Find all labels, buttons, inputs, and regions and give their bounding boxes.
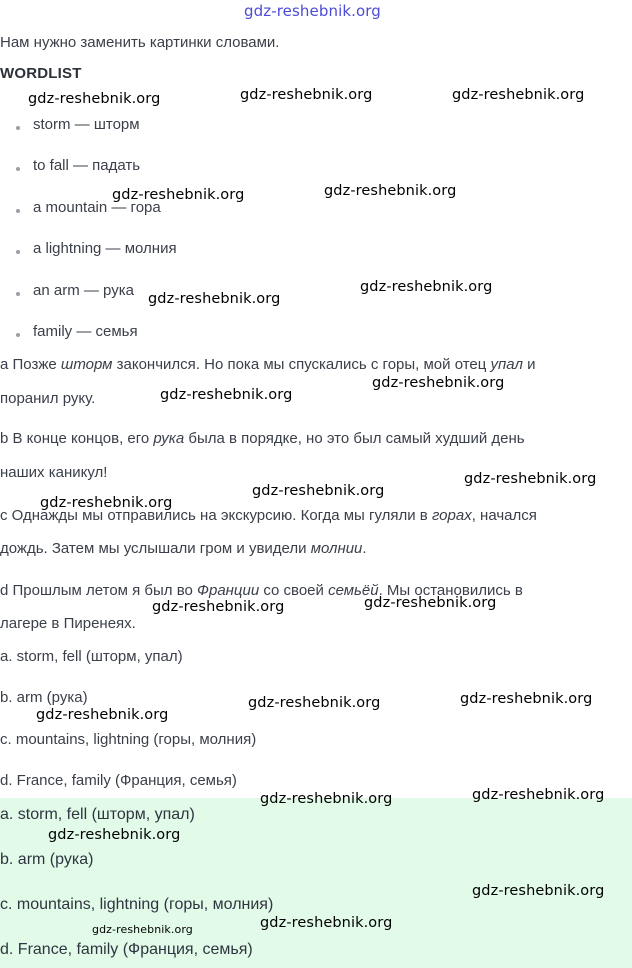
bullet-icon [16, 250, 20, 254]
wordlist-item: an arm — рука [33, 282, 134, 299]
highlighted-answer-a: a. storm, fell (шторм, упал) [0, 806, 195, 823]
watermark: gdz-reshebnik.org [460, 691, 593, 707]
paragraph-d-line2: лагере в Пиренеях. [0, 615, 136, 632]
watermark: gdz-reshebnik.org [148, 291, 281, 307]
wordlist-item: a mountain — гора [33, 199, 161, 216]
bullet-icon [16, 126, 20, 130]
highlighted-answer-c: c. mountains, lightning (горы, молния) [0, 896, 274, 913]
watermark: gdz-reshebnik.org [472, 787, 605, 803]
highlighted-answer-b: b. arm (рука) [0, 851, 94, 868]
watermark: gdz-reshebnik.org [464, 471, 597, 487]
wordlist-item: a lightning — молния [33, 240, 177, 257]
watermark: gdz-reshebnik.org [28, 91, 161, 107]
paragraph-c-line2: дождь. Затем мы услышали гром и увидели молнии. [0, 540, 367, 557]
watermark: gdz-reshebnik.org [372, 375, 505, 391]
bullet-icon [16, 333, 20, 337]
watermark: gdz-reshebnik.org [92, 923, 193, 936]
watermark: gdz-reshebnik.org [364, 595, 497, 611]
watermark: gdz-reshebnik.org [360, 279, 493, 295]
watermark: gdz-reshebnik.org [252, 483, 385, 499]
wordlist-heading: WORDLIST [0, 65, 82, 82]
watermark: gdz-reshebnik.org [260, 791, 393, 807]
watermark: gdz-reshebnik.org [260, 915, 393, 931]
watermark: gdz-reshebnik.org [160, 387, 293, 403]
watermark: gdz-reshebnik.org [240, 87, 373, 103]
bullet-icon [16, 292, 20, 296]
watermark: gdz-reshebnik.org [324, 183, 457, 199]
answer-b: b. arm (рука) [0, 689, 88, 706]
watermark: gdz-reshebnik.org [40, 495, 173, 511]
answer-d: d. France, family (Франция, семья) [0, 772, 237, 789]
bullet-icon [16, 209, 20, 213]
paragraph-a-line2: поранил руку. [0, 390, 96, 407]
wordlist-item: family — семья [33, 323, 138, 340]
paragraph-b-line2: наших каникул! [0, 464, 108, 481]
paragraph-c-line1: c Однажды мы отправились на экскурсию. Когда мы гуляли в горах, начался [0, 507, 537, 524]
intro-text: Нам нужно заменить картинки словами. [0, 34, 280, 51]
paragraph-d-line1: d Прошлым летом я был во Франции со своей семьёй. Мы остановились в [0, 582, 523, 599]
answer-a: a. storm, fell (шторм, упал) [0, 648, 183, 665]
watermark: gdz-reshebnik.org [112, 187, 245, 203]
wordlist-item: to fall — падать [33, 157, 141, 174]
watermark: gdz-reshebnik.org [248, 695, 381, 711]
highlighted-answer-d: d. France, family (Франция, семья) [0, 941, 253, 958]
watermark: gdz-reshebnik.org [36, 707, 169, 723]
watermark: gdz-reshebnik.org [152, 599, 285, 615]
wordlist-item: storm — шторм [33, 116, 140, 133]
answer-c: c. mountains, lightning (горы, молния) [0, 731, 257, 748]
paragraph-b-line1: b В конце концов, его рука была в порядке, но это был самый худший день [0, 430, 525, 447]
watermark: gdz-reshebnik.org [244, 2, 381, 20]
bullet-icon [16, 167, 20, 171]
paragraph-a-line1: a Позже шторм закончился. Но пока мы спускались с горы, мой отец упал и [0, 356, 536, 373]
watermark: gdz-reshebnik.org [48, 827, 181, 843]
watermark: gdz-reshebnik.org [452, 87, 585, 103]
watermark: gdz-reshebnik.org [472, 883, 605, 899]
